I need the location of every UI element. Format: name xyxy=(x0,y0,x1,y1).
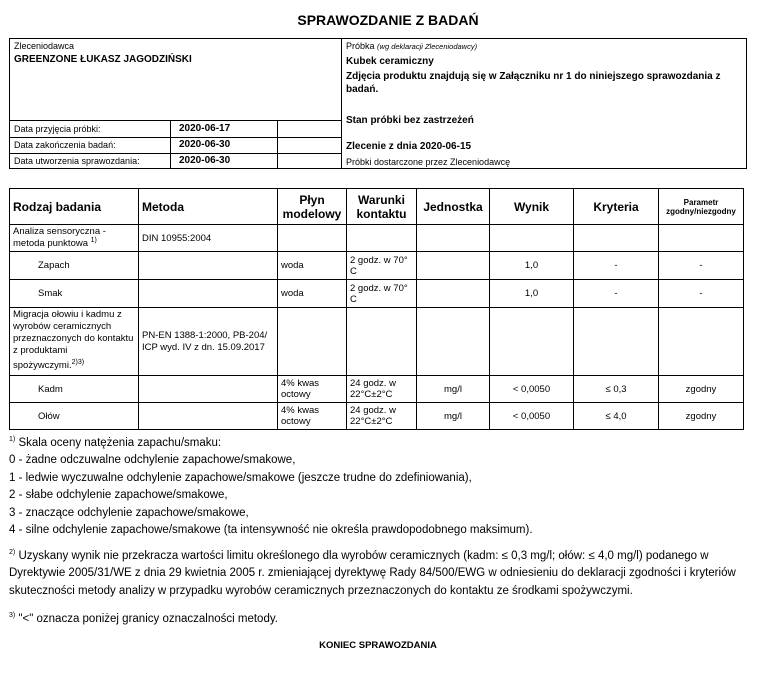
cell-text: Migracja ołowiu i kadmu z wyrobów ceramicznych przeznaczonych do kontaktu z produktami spożywczymi. xyxy=(13,309,134,372)
sample-label: Próbka xyxy=(346,41,375,51)
cell-type: Ołów xyxy=(10,403,139,430)
date-row xyxy=(9,153,342,169)
footnote-mark: 2) xyxy=(9,549,16,556)
cell-unit: mg/l xyxy=(417,376,490,403)
cell-result: < 0,0050 xyxy=(490,376,574,403)
scale-item: 1 - ledwie wyczuwalne odchylenie zapachowe/smakowe (jeszcze trudne do zdefiniowania), xyxy=(9,471,472,484)
scale-item: 3 - znaczące odchylenie zapachowe/smakowe, xyxy=(9,506,249,519)
date-label: Data przyjęcia próbki: xyxy=(14,124,101,134)
note-3-text: "<" oznacza poniżej granicy oznaczalności metody. xyxy=(18,612,278,625)
cell-param: zgodny xyxy=(659,403,744,430)
col-header: Jednostka xyxy=(417,189,490,225)
cell-type xyxy=(10,225,139,252)
cell-criteria xyxy=(574,225,659,252)
cell-param: - xyxy=(659,280,744,308)
cell-param: zgodny xyxy=(659,376,744,403)
sample-photos: Zdjęcia produktu znajdują się w Załączniku nr 1 do niniejszego sprawozdania z badań. xyxy=(346,71,721,95)
cell-method: DIN 10955:2004 xyxy=(139,225,278,252)
cell-contact xyxy=(347,308,417,376)
table-row xyxy=(10,252,744,280)
sample-delivery: Próbki dostarczone przez Zleceniodawcę xyxy=(346,157,511,167)
date-label: Data utworzenia sprawozdania: xyxy=(14,156,140,166)
client-label: Zleceniodawca xyxy=(14,41,75,51)
col-header: Parametr zgodny/niezgodny xyxy=(659,189,744,225)
cell-unit xyxy=(417,252,490,280)
cell-criteria: - xyxy=(574,252,659,280)
date-row xyxy=(9,137,342,154)
cell-fluid: woda xyxy=(278,252,347,280)
note-1-title: Skala oceny natężenia zapachu/smaku: xyxy=(18,436,222,449)
table-row xyxy=(10,308,744,376)
scale-item: 0 - żadne odczuwalne odchylenie zapachowe/smakowe, xyxy=(9,454,296,467)
cell-result: 1,0 xyxy=(490,252,574,280)
footnote-ref: 1) xyxy=(90,237,97,244)
note-1 xyxy=(9,431,533,540)
cell-contact: 24 godz. w 22°C±2°C xyxy=(347,376,417,403)
col-header: Rodzaj badania xyxy=(10,189,139,225)
sample-label-note: (wg deklaracji Zleceniodawcy) xyxy=(377,42,478,51)
cell-type xyxy=(10,308,139,376)
cell-fluid: woda xyxy=(278,280,347,308)
date-label: Data zakończenia badań: xyxy=(14,140,116,150)
cell-contact xyxy=(347,225,417,252)
cell-criteria xyxy=(574,308,659,376)
order-date: Zlecenie z dnia 2020-06-15 xyxy=(346,141,472,152)
cell-fluid: 4% kwas octowy xyxy=(278,376,347,403)
cell-method xyxy=(139,280,278,308)
results-table xyxy=(9,188,744,430)
cell-result xyxy=(490,225,574,252)
col-header: Warunki kontaktu xyxy=(347,189,417,225)
scale-item: 4 - silne odchylenie zapachowe/smakowe (ta intensywność nie określa prawdopodobnego maksimum). xyxy=(9,524,533,537)
report-end: KONIEC SPRAWOZDANIA xyxy=(319,640,437,651)
cell-text: Analiza sensoryczna - metoda punktowa xyxy=(13,226,106,250)
col-header: Kryteria xyxy=(574,189,659,225)
cell-type: Smak xyxy=(10,280,139,308)
report-title: SPRAWOZDANIE Z BADAŃ xyxy=(297,12,479,28)
note-2-text: Uzyskany wynik nie przekracza wartości limitu określonego dla wyrobów ceramicznych (kadm: ≤ 0,3 mg/l; ołów: ≤ 4,0 mg/l) podanego w Dyrektywie 2005/31/WE z dnia 29 kwietnia 2005 r. zmieniającej dyrektywę Rady 84/500/EWG w odniesieniu do deklaracji zgodności i kryteriów skuteczności metody analizy w przypadku wyrobów ceramicznych przeznaczonych do kontaktu ze środkami spożywczymi. xyxy=(9,549,736,597)
cell-unit xyxy=(417,280,490,308)
cell-unit xyxy=(417,225,490,252)
date-col-divider xyxy=(277,120,278,169)
cell-type: Kadm xyxy=(10,376,139,403)
cell-contact: 2 godz. w 70° C xyxy=(347,280,417,308)
table-row xyxy=(10,376,744,403)
date-value: 2020-06-17 xyxy=(179,123,231,134)
date-value: 2020-06-30 xyxy=(179,139,231,150)
table-header-row xyxy=(10,189,744,225)
cell-fluid: 4% kwas octowy xyxy=(278,403,347,430)
cell-fluid xyxy=(278,225,347,252)
cell-param xyxy=(659,225,744,252)
sample-condition: Stan próbki bez zastrzeżeń xyxy=(346,115,474,126)
cell-param: - xyxy=(659,252,744,280)
cell-result: 1,0 xyxy=(490,280,574,308)
col-header: Wynik xyxy=(490,189,574,225)
cell-criteria: ≤ 0,3 xyxy=(574,376,659,403)
cell-method xyxy=(139,376,278,403)
cell-contact: 24 godz. w 22°C±2°C xyxy=(347,403,417,430)
cell-method xyxy=(139,403,278,430)
col-header: Metoda xyxy=(139,189,278,225)
footnote-ref: 2)3) xyxy=(71,359,85,366)
note-2 xyxy=(9,544,749,600)
col-header: Płyn modelowy xyxy=(278,189,347,225)
date-col-divider xyxy=(170,120,171,169)
cell-unit xyxy=(417,308,490,376)
note-1-title-line xyxy=(9,431,533,452)
cell-type: Zapach xyxy=(10,252,139,280)
cell-criteria: - xyxy=(574,280,659,308)
cell-unit: mg/l xyxy=(417,403,490,430)
sample-name: Kubek ceramiczny xyxy=(346,56,434,67)
cell-result: < 0,0050 xyxy=(490,403,574,430)
cell-method xyxy=(139,252,278,280)
table-row xyxy=(10,225,744,252)
sample-label-line xyxy=(346,41,477,51)
scale-item: 2 - słabe odchylenie zapachowe/smakowe, xyxy=(9,489,228,502)
footnote-mark: 1) xyxy=(9,436,16,443)
date-value: 2020-06-30 xyxy=(179,155,231,166)
footnote-mark: 3) xyxy=(9,612,16,619)
note-3 xyxy=(9,607,278,628)
cell-param xyxy=(659,308,744,376)
date-row xyxy=(9,121,342,138)
table-row xyxy=(10,403,744,430)
cell-result xyxy=(490,308,574,376)
cell-criteria: ≤ 4,0 xyxy=(574,403,659,430)
table-row xyxy=(10,280,744,308)
cell-method: PN-EN 1388-1:2000, PB-204/ ICP wyd. IV z dn. 15.09.2017 xyxy=(139,308,278,376)
cell-fluid xyxy=(278,308,347,376)
client-name: GREENZONE ŁUKASZ JAGODZIŃSKI xyxy=(14,54,192,65)
cell-contact: 2 godz. w 70° C xyxy=(347,252,417,280)
